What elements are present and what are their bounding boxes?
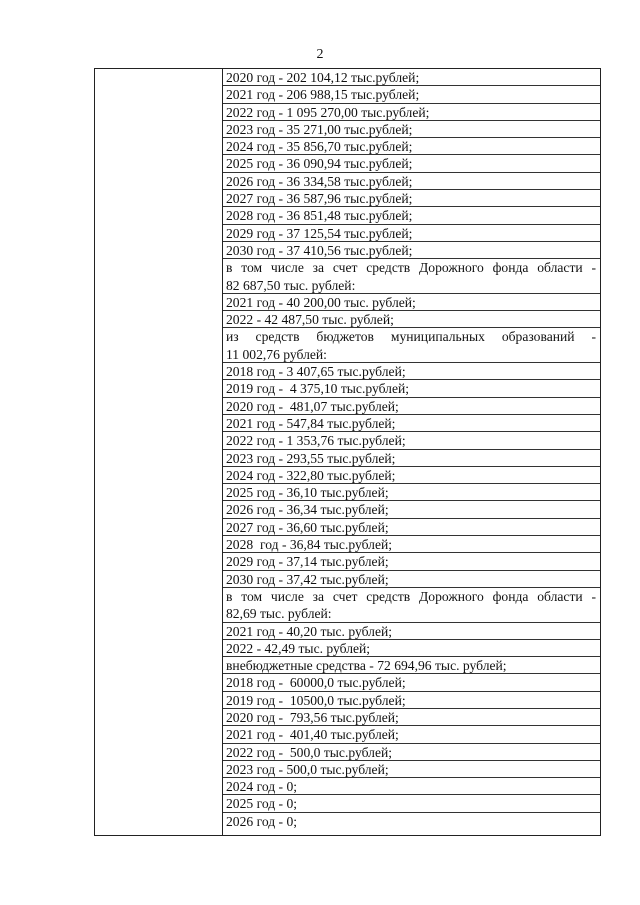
funding-line: 2024 год - 35 856,70 тыс.рублей; [223,138,600,155]
funding-line: 2030 год - 37,42 тыс.рублей; [223,571,600,588]
funding-line: 2025 год - 36 090,94 тыс.рублей; [223,155,600,172]
funding-line: 2028 год - 36,84 тыс.рублей; [223,536,600,553]
funding-line: 2023 год - 500,0 тыс.рублей; [223,761,600,778]
funding-line: 2022 год - 1 095 270,00 тыс.рублей; [223,104,600,121]
funding-line: из средств бюджетов муниципальных образований - [226,329,596,345]
funding-line: 2029 год - 37,14 тыс.рублей; [223,553,600,570]
funding-table [94,68,601,836]
funding-line: внебюджетные средства - 72 694,96 тыс. рублей; [223,657,600,674]
funding-line: 2020 год - 202 104,12 тыс.рублей; [223,69,600,86]
funding-line: 2020 год - 481,07 тыс.рублей; [223,398,600,415]
table-content-cell [223,69,600,835]
funding-line: 2021 год - 40 200,00 тыс. рублей; [223,294,600,311]
funding-line: 2022 год - 500,0 тыс.рублей; [223,744,600,761]
funding-line: 2026 год - 36,34 тыс.рублей; [223,501,600,518]
funding-line: 2021 год - 40,20 тыс. рублей; [223,623,600,640]
funding-line: 2030 год - 37 410,56 тыс.рублей; [223,242,600,259]
funding-line: 2019 год - 4 375,10 тыс.рублей; [223,380,600,397]
funding-line: 2029 год - 37 125,54 тыс.рублей; [223,225,600,242]
funding-line: в том числе за счет средств Дорожного фонда области - [226,588,596,604]
funding-line: в том числе за счет средств Дорожного фонда области - [226,260,596,276]
funding-line: 2027 год - 36 587,96 тыс.рублей; [223,190,600,207]
funding-line: 2027 год - 36,60 тыс.рублей; [223,519,600,536]
funding-line: 2019 год - 10500,0 тыс.рублей; [223,692,600,709]
funding-line: 2020 год - 793,56 тыс.рублей; [223,709,600,726]
funding-line: 2021 год - 206 988,15 тыс.рублей; [223,86,600,103]
funding-line: 2022 год - 1 353,76 тыс.рублей; [223,432,600,449]
funding-line: 2023 год - 293,55 тыс.рублей; [223,450,600,467]
page-number: 2 [316,47,324,62]
funding-line: 2025 год - 36,10 тыс.рублей; [223,484,600,501]
funding-line: 2024 год - 0; [223,778,600,795]
funding-line: 2024 год - 322,80 тыс.рублей; [223,467,600,484]
funding-line: 2023 год - 35 271,00 тыс.рублей; [223,121,600,138]
funding-line: 11 002,76 рублей: [223,346,600,363]
funding-line: 2022 - 42 487,50 тыс. рублей; [223,311,600,328]
funding-line: 82 687,50 тыс. рублей: [223,277,600,294]
funding-line: 2025 год - 0; [223,795,600,812]
funding-line: 2026 год - 36 334,58 тыс.рублей; [223,173,600,190]
funding-line: 2026 год - 0; [226,813,298,829]
funding-line: 2018 год - 60000,0 тыс.рублей; [223,674,600,691]
funding-line: 2021 год - 547,84 тыс.рублей; [223,415,600,432]
table-label-cell [95,69,223,835]
funding-line: 2018 год - 3 407,65 тыс.рублей; [223,363,600,380]
funding-line: 2022 - 42,49 тыс. рублей; [223,640,600,657]
funding-line: 2028 год - 36 851,48 тыс.рублей; [223,207,600,224]
funding-line: 2021 год - 401,40 тыс.рублей; [223,726,600,743]
funding-line: 82,69 тыс. рублей: [223,605,600,622]
